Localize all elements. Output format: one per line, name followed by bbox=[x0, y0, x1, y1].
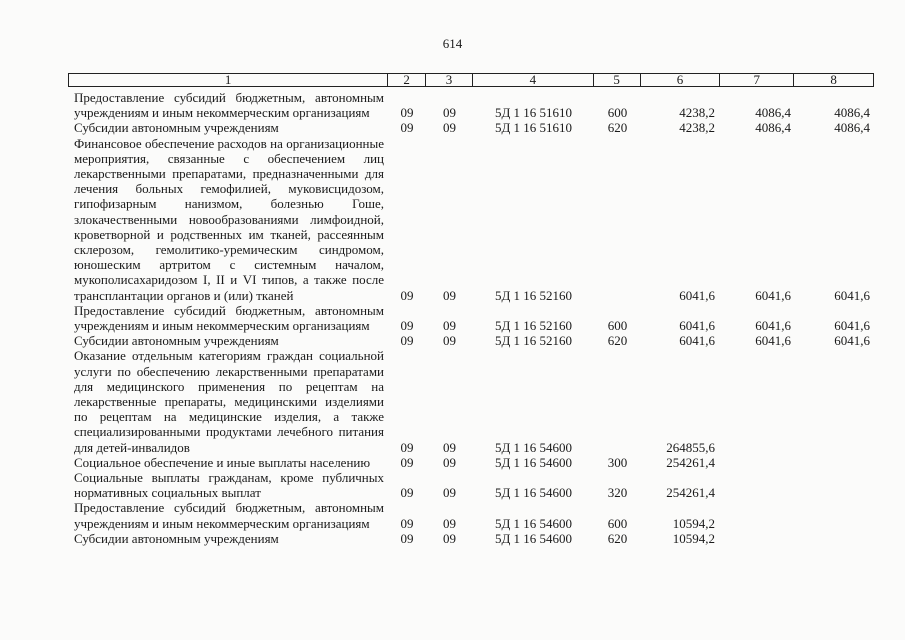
row-cell-8: 4086,4 bbox=[834, 120, 870, 136]
row-cell-4: 5Д 1 16 54600 bbox=[494, 439, 573, 455]
row-cell-2: 09 bbox=[400, 439, 414, 455]
row-cell-3: 09 bbox=[443, 454, 456, 470]
table-row bbox=[68, 136, 874, 303]
row-cell-6: 4238,2 bbox=[679, 120, 715, 136]
row-cell-5: 600 bbox=[607, 515, 628, 531]
row-cell-4: 5Д 1 16 54600 bbox=[494, 454, 573, 470]
row-cell-6: 254261,4 bbox=[666, 485, 715, 501]
row-cell-6: 4238,2 bbox=[679, 105, 715, 121]
row-cell-4: 5Д 1 16 51610 bbox=[494, 120, 573, 136]
row-cell-3: 09 bbox=[443, 333, 456, 349]
table-row bbox=[68, 500, 874, 530]
row-cell-7: 6041,6 bbox=[755, 333, 791, 349]
table-row bbox=[68, 470, 874, 500]
header-col-8: 8 bbox=[830, 72, 837, 87]
row-cell-6: 254261,4 bbox=[666, 454, 715, 470]
row-cell-4: 5Д 1 16 51610 bbox=[494, 105, 573, 121]
table-row bbox=[68, 531, 874, 546]
row-description: Финансовое обеспечение расходов на организационные мероприятия, связанные с обеспечением лиц лекарственными препаратами, предназначенными для лечения больных гемофилией, муковисцидозом, гипофизарным нанизмом, болезнью Гоше, злокачественными новообразованиями лимфоидной, кроветворной и родственных им тканей, рассеянным склерозом, гемолитико-уремическим синдромом, юношеским артритом с системным началом, мукополисахаридозом I, II и VI типов, а также после трансплантации органов и (или) тканей bbox=[74, 135, 384, 303]
row-cell-8: 6041,6 bbox=[834, 333, 870, 349]
row-cell-8: 6041,6 bbox=[834, 318, 870, 334]
row-cell-2: 09 bbox=[400, 454, 414, 470]
row-description: Субсидии автономным учреждениям bbox=[74, 333, 279, 349]
row-cell-6: 6041,6 bbox=[679, 287, 715, 303]
table-row bbox=[68, 120, 874, 135]
row-cell-2: 09 bbox=[400, 287, 414, 303]
row-cell-3: 09 bbox=[443, 439, 456, 455]
row-cell-7: 4086,4 bbox=[755, 120, 791, 136]
row-cell-4: 5Д 1 16 54600 bbox=[494, 530, 573, 546]
row-cell-5: 620 bbox=[607, 120, 628, 136]
row-description: Субсидии автономным учреждениям bbox=[74, 530, 279, 546]
row-cell-2: 09 bbox=[400, 485, 414, 501]
row-cell-6: 6041,6 bbox=[679, 318, 715, 334]
header-col-5: 5 bbox=[594, 74, 641, 86]
row-cell-5: 620 bbox=[607, 333, 628, 349]
row-cell-6: 6041,6 bbox=[679, 333, 715, 349]
row-cell-3: 09 bbox=[443, 515, 456, 531]
row-cell-4: 5Д 1 16 54600 bbox=[494, 515, 573, 531]
row-cell-3: 09 bbox=[443, 318, 456, 334]
row-cell-2: 09 bbox=[400, 105, 414, 121]
table-header bbox=[68, 73, 874, 87]
table-row bbox=[68, 348, 874, 454]
row-cell-7: 6041,6 bbox=[755, 287, 791, 303]
header-col-2: 2 bbox=[388, 74, 426, 86]
row-cell-5: 320 bbox=[607, 485, 628, 501]
row-description: Субсидии автономным учреждениям bbox=[74, 120, 279, 136]
row-cell-3: 09 bbox=[443, 485, 456, 501]
row-cell-3: 09 bbox=[443, 120, 456, 136]
row-cell-5: 620 bbox=[607, 530, 628, 546]
row-cell-2: 09 bbox=[400, 515, 414, 531]
table-row bbox=[68, 333, 874, 348]
row-cell-5: 300 bbox=[607, 454, 628, 470]
row-cell-4: 5Д 1 16 54600 bbox=[494, 485, 573, 501]
header-col-7: 7 bbox=[720, 74, 794, 86]
header-col-3: 3 bbox=[426, 74, 473, 86]
row-cell-6: 10594,2 bbox=[672, 530, 715, 546]
row-cell-8: 6041,6 bbox=[834, 287, 870, 303]
table-body bbox=[68, 90, 874, 546]
row-description: Предоставление субсидий бюджетным, автономным учреждениям и иным некоммерческим организациям bbox=[74, 500, 384, 531]
row-cell-7: 4086,4 bbox=[755, 105, 791, 121]
row-cell-2: 09 bbox=[400, 318, 414, 334]
header-col-4: 4 bbox=[473, 74, 594, 86]
row-cell-2: 09 bbox=[400, 333, 414, 349]
row-description: Социальное обеспечение и иные выплаты населению bbox=[74, 454, 371, 470]
row-cell-4: 5Д 1 16 52160 bbox=[494, 287, 573, 303]
row-description: Предоставление субсидий бюджетным, автономным учреждениям и иным некоммерческим организациям bbox=[74, 90, 384, 121]
row-cell-7: 6041,6 bbox=[755, 318, 791, 334]
row-cell-3: 09 bbox=[443, 105, 456, 121]
table-row bbox=[68, 90, 874, 120]
row-cell-8: 4086,4 bbox=[834, 105, 870, 121]
header-col-6: 6 bbox=[641, 74, 721, 86]
row-description: Оказание отдельным категориям граждан социальной услуги по обеспечению лекарственными препаратами для медицинского применения по рецептам на лекарственные препараты, медицинскими изделиями по рецептам на медицинские изделия, а также специализированными продуктами лечебного питания для детей-инвалидов bbox=[74, 348, 384, 455]
row-cell-5: 600 bbox=[607, 318, 628, 334]
row-cell-5: 600 bbox=[607, 105, 628, 121]
row-cell-3: 09 bbox=[443, 530, 456, 546]
page-number: 614 bbox=[442, 36, 463, 51]
row-cell-3: 09 bbox=[443, 287, 456, 303]
row-cell-6: 10594,2 bbox=[672, 515, 715, 531]
row-cell-4: 5Д 1 16 52160 bbox=[494, 333, 573, 349]
row-cell-2: 09 bbox=[400, 530, 414, 546]
table-row bbox=[68, 455, 874, 470]
table-row bbox=[68, 303, 874, 333]
row-description: Предоставление субсидий бюджетным, автономным учреждениям и иным некоммерческим организациям bbox=[74, 302, 384, 334]
header-col-1: 1 bbox=[69, 74, 388, 86]
row-cell-2: 09 bbox=[400, 120, 414, 136]
row-cell-6: 264855,6 bbox=[666, 439, 715, 455]
row-description: Социальные выплаты гражданам, кроме публичных нормативных социальных выплат bbox=[74, 470, 384, 501]
row-cell-4: 5Д 1 16 52160 bbox=[494, 318, 573, 334]
